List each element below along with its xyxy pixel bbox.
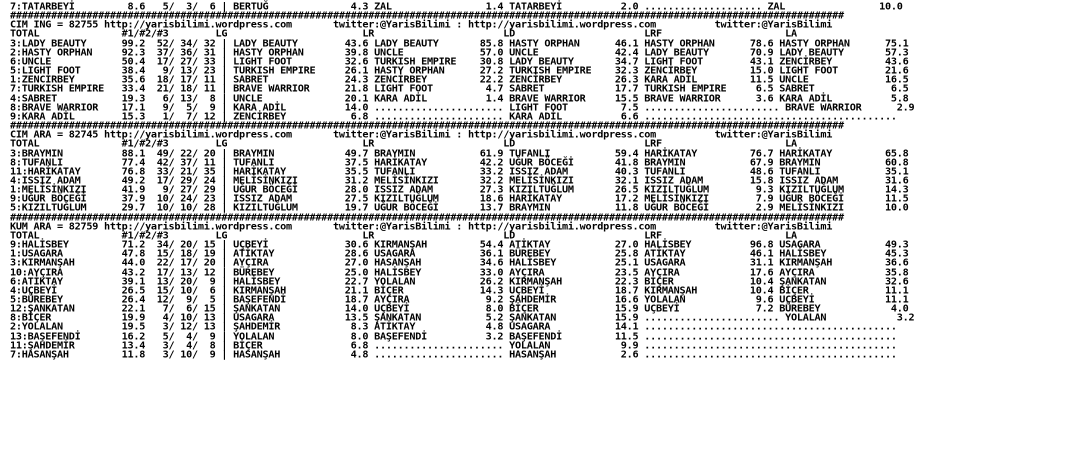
table-row: 2:YOLALAN 19.5 3/ 12/ 13 | ŞAHDEMİR 8.3 ATİKTAY 4.8 USAGARA 14.1 ........................................... [10, 322, 897, 334]
table-row: 9:UĞUR BÖCEĞİ 37.9 10/ 24/ 23 | ISSIZ ADAM 27.5 KIZILTUĞLUM 18.6 HARİKATAY 17.2 MELİSİNKIZI 7.9 UĞUR BÖCEĞİ 11.5 [10, 194, 909, 205]
race-header-line: KUM ARA = 82759 http://yarisbilimi.wordpress.com twitter:@YarisBilimi : http://yarisbilimi.wordpress.com twitter:@YarisBilimi [10, 221, 833, 233]
table-row: 3:LADY BEAUTY 99.2 52/ 34/ 32 | LADY BEAUTY 43.6 LADY BEAUTY 85.8 HASTY ORPHAN 46.1 HASTY ORPHAN 78.6 HASTY ORPHAN 75.1 [10, 38, 909, 50]
table-row: 4:ISSIZ ADAM 49.2 17/ 29/ 24 | MELİSİNKIZI 31.2 MELİSİNKIZI 32.2 MELİSİNKIZI 32.1 ISSIZ ADAM 15.8 ISSIZ ADAM 31.6 [10, 176, 909, 187]
section-separator: ############################################################################################################################################## [10, 121, 844, 132]
table-row: 5:KIZILTUĞLUM 29.7 10/ 10/ 28 | KIZILTUĞLUM 19.7 UĞUR BÖCEĞİ 13.7 BRAYMIN 11.8 UĞUR BÖCEĞİ 2.9 MELİSİNKIZI 10.0 [10, 203, 909, 215]
table-row: 7:HASANŞAH 11.8 3/ 10/ 9 | HASANŞAH 4.8 ...................... HASANŞAH 2.6 ........................................... [10, 349, 897, 361]
table-row: 13:BAŞEFENDİ 16.2 5/ 4/ 9 | YOLALAN 8.0 BAŞEFENDİ 3.2 BAŞEFENDİ 11.5 ........................................... [10, 331, 897, 343]
table-row: 6:UNCLE 50.4 17/ 27/ 33 | LIGHT FOOT 32.6 TURKISH EMPIRE 30.8 LADY BEAUTY 34.7 LIGHT FOOT 43.1 ZENCİRBEY 43.6 [10, 56, 909, 68]
table-row: 4:UÇBEYİ 26.5 15/ 10/ 6 | KIRMANŞAH 21.1 BİÇER 14.3 UÇBEYİ 18.7 KIRMANŞAH 10.4 BİÇER 11.1 [10, 285, 909, 297]
column-header-row: TOTAL #1/#2/#3 LG LR LD LRF LA [10, 230, 797, 242]
column-header-row: TOTAL #1/#2/#3 LG LR LD LRF LA [10, 29, 797, 41]
table-row: 1:ZENCİRBEY 35.6 18/ 17/ 11 | SABRET 24.3 ZENCİRBEY 22.2 ZENCİRBEY 26.3 KARA ADİL 11.5 UNCLE 16.5 [10, 75, 909, 86]
column-header-row: TOTAL #1/#2/#3 LG LR LD LRF LA [10, 139, 797, 150]
table-row: 3:KIRMANŞAH 44.0 22/ 17/ 20 | AYÇIRA 27.0 HASANŞAH 34.6 HALİSBEY 25.1 USAGARA 31.1 KIRMANŞAH 36.6 [10, 258, 909, 269]
section-separator: ############################################################################################################################################## [10, 212, 844, 224]
table-row: 5:LIGHT FOOT 38.4 9/ 13/ 23 | TURKISH EMPIRE 26.1 HASTY ORPHAN 27.2 TURKISH EMPIRE 32.3 ZENCİRBEY 15.0 LIGHT FOOT 21.6 [10, 66, 909, 77]
table-row: 10:AYÇIRA 43.2 17/ 13/ 12 | BÜREBEY 25.0 HALİSBEY 33.0 AYÇIRA 23.5 AYÇIRA 17.6 AYÇIRA 35.8 [10, 267, 909, 279]
table-row: 9:KARA ADİL 15.3 1/ 7/ 12 | ZENCİRBEY 6.8 ...................... KARA ADİL 6.6 ........................................... [10, 111, 897, 123]
race-header-line: CIM ING = 82755 http://yarisbilimi.wordpress.com twitter:@YarisBilimi : http://yarisbilimi.wordpress.com twitter:@YarisBilimi [10, 20, 833, 31]
table-row: 5:BÜREBEY 26.4 12/ 9/ 5 | BAŞEFENDİ 18.7 AYÇIRA 9.2 ŞAHDEMİR 16.6 YOLALAN 9.6 UÇBEYİ 11.1 [10, 295, 909, 306]
table-row: 11:ŞAHDEMİR 13.4 3/ 4/ 8 | BİÇER 6.8 ...................... YOLALAN 9.9 ........................................... [10, 340, 897, 352]
table-row: 8:BRAVE WARRIOR 17.1 9/ 5/ 9 | KARA ADİL 14.0 ...................... LIGHT FOOT 7.5 ....................... BRAVE WARRIOR 2.9 [10, 102, 915, 114]
table-row: 8:BİÇER 19.9 4/ 10/ 13 | USAGARA 13.5 ŞANKATAN 5.2 ŞANKATAN 15.9 ....................... YOLALAN 3.2 [10, 313, 915, 324]
table-row: 3:BRAYMIN 88.1 49/ 22/ 20 | BRAYMIN 49.7 BRAYMIN 61.9 TUFANLI 59.4 HARİKATAY 76.7 HARİKATAY 65.8 [10, 148, 909, 160]
table-row: 8:TUFANLI 77.4 42/ 37/ 11 | TUFANLI 37.5 HARİKATAY 42.2 UĞUR BÖCEĞİ 41.8 BRAYMIN 67.9 BRAYMIN 60.8 [10, 157, 909, 169]
table-row: 1:USAGARA 47.8 15/ 18/ 19 | ATİKTAY 28.6 USAGARA 36.1 BÜREBEY 25.8 ATİKTAY 46.1 HALİSBEY 45.3 [10, 249, 909, 260]
table-row: 2:HASTY ORPHAN 92.3 37/ 36/ 31 | HASTY ORPHAN 39.8 UNCLE 57.0 UNCLE 42.4 LADY BEAUTY 70.9 LADY BEAUTY 57.3 [10, 47, 909, 59]
race-header-line: CIM ARA = 82745 http://yarisbilimi.wordpress.com twitter:@YarisBilimi : http://yarisbilimi.wordpress.com twitter:@YarisBilimi [10, 130, 833, 141]
table-row: 7:TURKISH EMPIRE 33.4 21/ 18/ 11 | BRAVE WARRIOR 21.8 LIGHT FOOT 4.7 SABRET 17.7 TURKISH EMPIRE 6.5 SABRET 6.5 [10, 84, 909, 96]
table-row: 12:ŞANKATAN 22.1 7/ 6/ 15 | ŞANKATAN 14.0 UÇBEYİ 8.0 BİÇER 15.9 UÇBEYİ 7.2 BÜREBEY 4.0 [10, 304, 909, 315]
table-row: 11:HARİKATAY 76.8 33/ 21/ 35 | HARİKATAY 35.5 TUFANLI 33.2 ISSIZ ADAM 40.3 TUFANLI 48.6 TUFANLI 35.1 [10, 166, 909, 178]
section-separator: ############################################################################################################################################## [10, 11, 844, 22]
table-row: 7:TATARBEYİ 8.6 5/ 3/ 6 | BERTUĞ 4.3 ZAL 1.4 TATARBEYİ 2.0 .................... ZAL 10.0 [10, 2, 903, 13]
table-row: 6:ATİKTAY 39.1 13/ 20/ 9 | HALİSBEY 22.7 YOLALAN 26.2 KIRMANŞAH 22.3 BİÇER 10.4 ŞANKATAN 32.6 [10, 276, 909, 288]
table-row: 1:MELİSİNKIZI 41.9 9/ 27/ 29 | UĞUR BÖCEĞİ 28.0 ISSIZ ADAM 27.3 KIZILTUĞLUM 26.5 KIZILTUĞLUM 9.3 KIZILTUĞLUM 14.3 [10, 185, 909, 196]
table-row: 9:HALİSBEY 71.2 34/ 20/ 15 | UÇBEYİ 30.6 KIRMANŞAH 54.4 ATİKTAY 27.0 HALİSBEY 96.8 USAGARA 49.3 [10, 240, 909, 251]
table-row: 4:SABRET 19.3 6/ 13/ 8 | UNCLE 20.1 KARA ADİL 1.4 BRAVE WARRIOR 15.5 BRAVE WARRIOR 3.6 KARA ADİL 5.8 [10, 93, 909, 105]
